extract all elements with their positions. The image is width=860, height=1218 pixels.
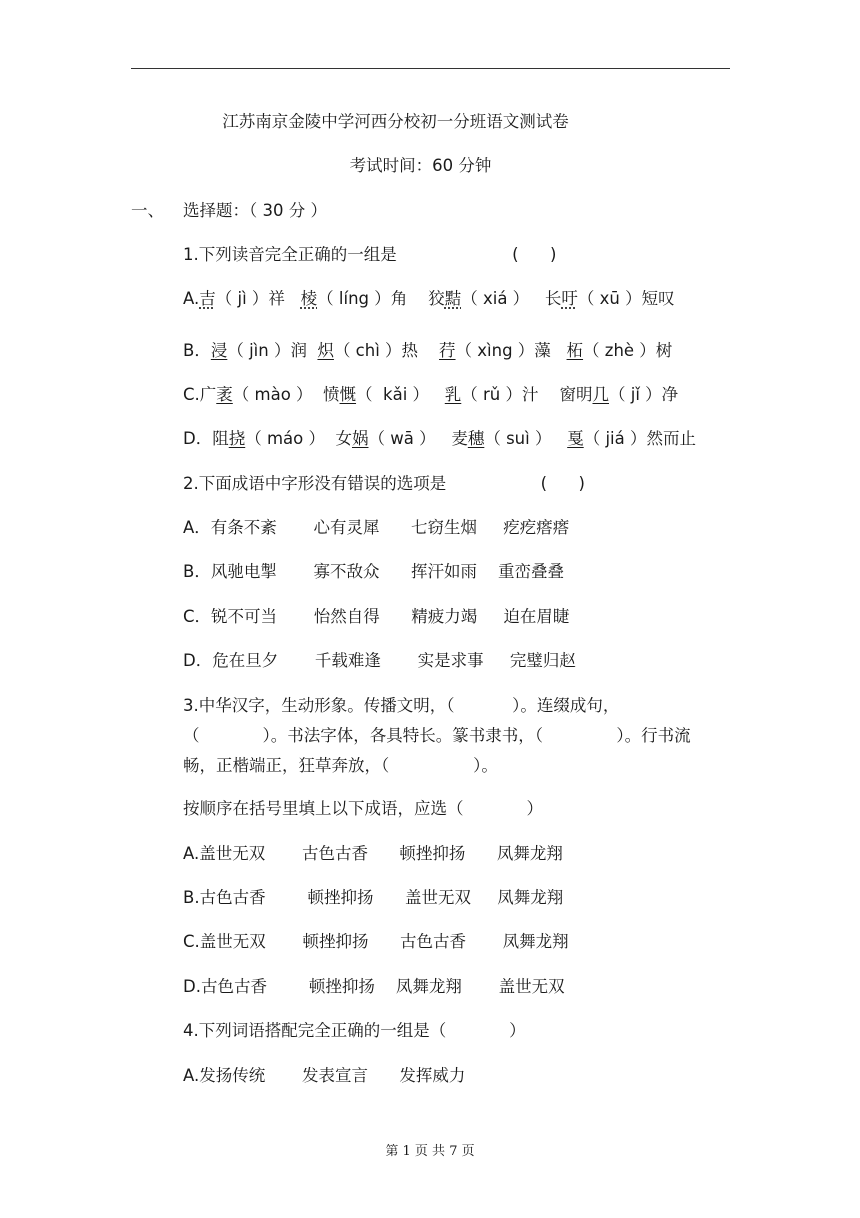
option-text: C.广	[183, 385, 217, 404]
question-1-option-d	[183, 428, 696, 450]
option-text: （ kǎi ）	[356, 385, 445, 404]
option-text: （ jì ）祥	[215, 289, 301, 308]
underlined-char: 几	[592, 385, 609, 404]
question-3-option-a: A.盖世无双 古色古香 顿挫抑扬 凤舞龙翔	[183, 844, 563, 863]
section-title: 选择题：（ 30 分 ）	[183, 201, 327, 220]
question-2-option-b: B．风驰电掣 寡不敌众 挥汗如雨 重峦叠叠	[183, 562, 564, 581]
option-text: （ xìng ）藻	[455, 341, 567, 360]
option-text: （ jìn ）润	[227, 341, 318, 360]
question-4-stem: 4.下列词语搭配完全正确的一组是（ ）	[183, 1021, 526, 1040]
option-text: A.	[183, 289, 200, 308]
question-3-line-3: 畅，正楷端正，狂草奔放，（ ）。	[183, 756, 498, 775]
underlined-char: 袤	[216, 385, 233, 404]
underlined-char: 荇	[439, 341, 456, 360]
underlined-char: 乳	[444, 385, 462, 404]
question-3-option-d: D.古色古香 顿挫抑扬 凤舞龙翔 盖世无双	[183, 977, 565, 996]
dotted-char: 吉	[199, 289, 216, 308]
option-text: （ chì ）热	[333, 341, 440, 360]
option-text: （ xiá ） 长	[461, 289, 562, 308]
question-1-option-a	[183, 288, 675, 310]
option-text: （ xū ）短叹	[577, 289, 675, 308]
question-3-option-b: B.古色古香 顿挫抑扬 盖世无双 凤舞龙翔	[183, 888, 564, 907]
option-text: D．阻	[183, 429, 229, 448]
option-text: （ zhè ）树	[583, 341, 673, 360]
dotted-char: 吁	[561, 289, 578, 308]
question-2-option-d: D．危在旦夕 千载难逢 实是求事 完璧归赵	[183, 651, 576, 670]
underlined-char: 娲	[351, 429, 369, 448]
question-1-option-b	[183, 340, 672, 362]
option-text: （ jǐ ）净	[609, 385, 679, 404]
question-2-option-c: C．锐不可当 怡然自得 精疲力竭 迫在眉睫	[183, 607, 570, 626]
option-text: （ líng ）角 狡	[317, 289, 445, 308]
question-3-line-2: （ ）。书法字体，各具特长。篆书隶书，（ ）。行书流	[183, 726, 691, 745]
question-2-stem: 2.下面成语中字形没有错误的选项是 ( )	[183, 474, 585, 493]
underlined-char: 柘	[566, 341, 584, 360]
question-4-option-a: A.发扬传统 发表宣言 发挥威力	[183, 1066, 466, 1085]
page-footer: 第 1 页 共 7 页	[385, 1144, 475, 1159]
underlined-char: 戛	[567, 429, 584, 448]
option-text: （ rǔ ）汁 窗明	[461, 385, 593, 404]
exam-title: 江苏南京金陵中学河西分校初一分班语文测试卷	[222, 112, 569, 131]
underlined-char: 慨	[339, 385, 357, 404]
option-text: （ máo ） 女	[245, 429, 352, 448]
option-text: （ jiá ）然而止	[583, 429, 696, 448]
option-text: （ wā ） 麦	[368, 429, 468, 448]
question-3-option-c: C.盖世无双 顿挫抑扬 古色古香 凤舞龙翔	[183, 932, 569, 951]
exam-time: 考试时间：60 分钟	[349, 156, 492, 175]
underlined-char: 挠	[228, 429, 246, 448]
question-1-stem: 1.下列读音完全正确的一组是 ( )	[183, 245, 557, 264]
section-number: 一、	[131, 201, 164, 220]
option-text: （ suì ）	[484, 429, 568, 448]
dotted-char: 棱	[300, 289, 318, 308]
underlined-char: 穗	[467, 429, 485, 448]
underlined-char: 浸	[210, 341, 228, 360]
option-text: （ mào ） 愤	[232, 385, 340, 404]
option-text: B．	[183, 341, 211, 360]
question-2-option-a: A．有条不紊 心有灵犀 七窃生烟 疙疙瘩瘩	[183, 518, 570, 537]
question-3-line-1: 3.中华汉字，生动形象。传播文明，（ ）。连缀成句，	[183, 696, 620, 715]
question-1-option-c	[183, 384, 678, 406]
question-3-instruction: 按顺序在括号里填上以下成语，应选（ ）	[183, 799, 543, 818]
dotted-char: 黠	[444, 289, 462, 308]
header-rule	[131, 68, 730, 69]
underlined-char: 炽	[317, 341, 334, 360]
